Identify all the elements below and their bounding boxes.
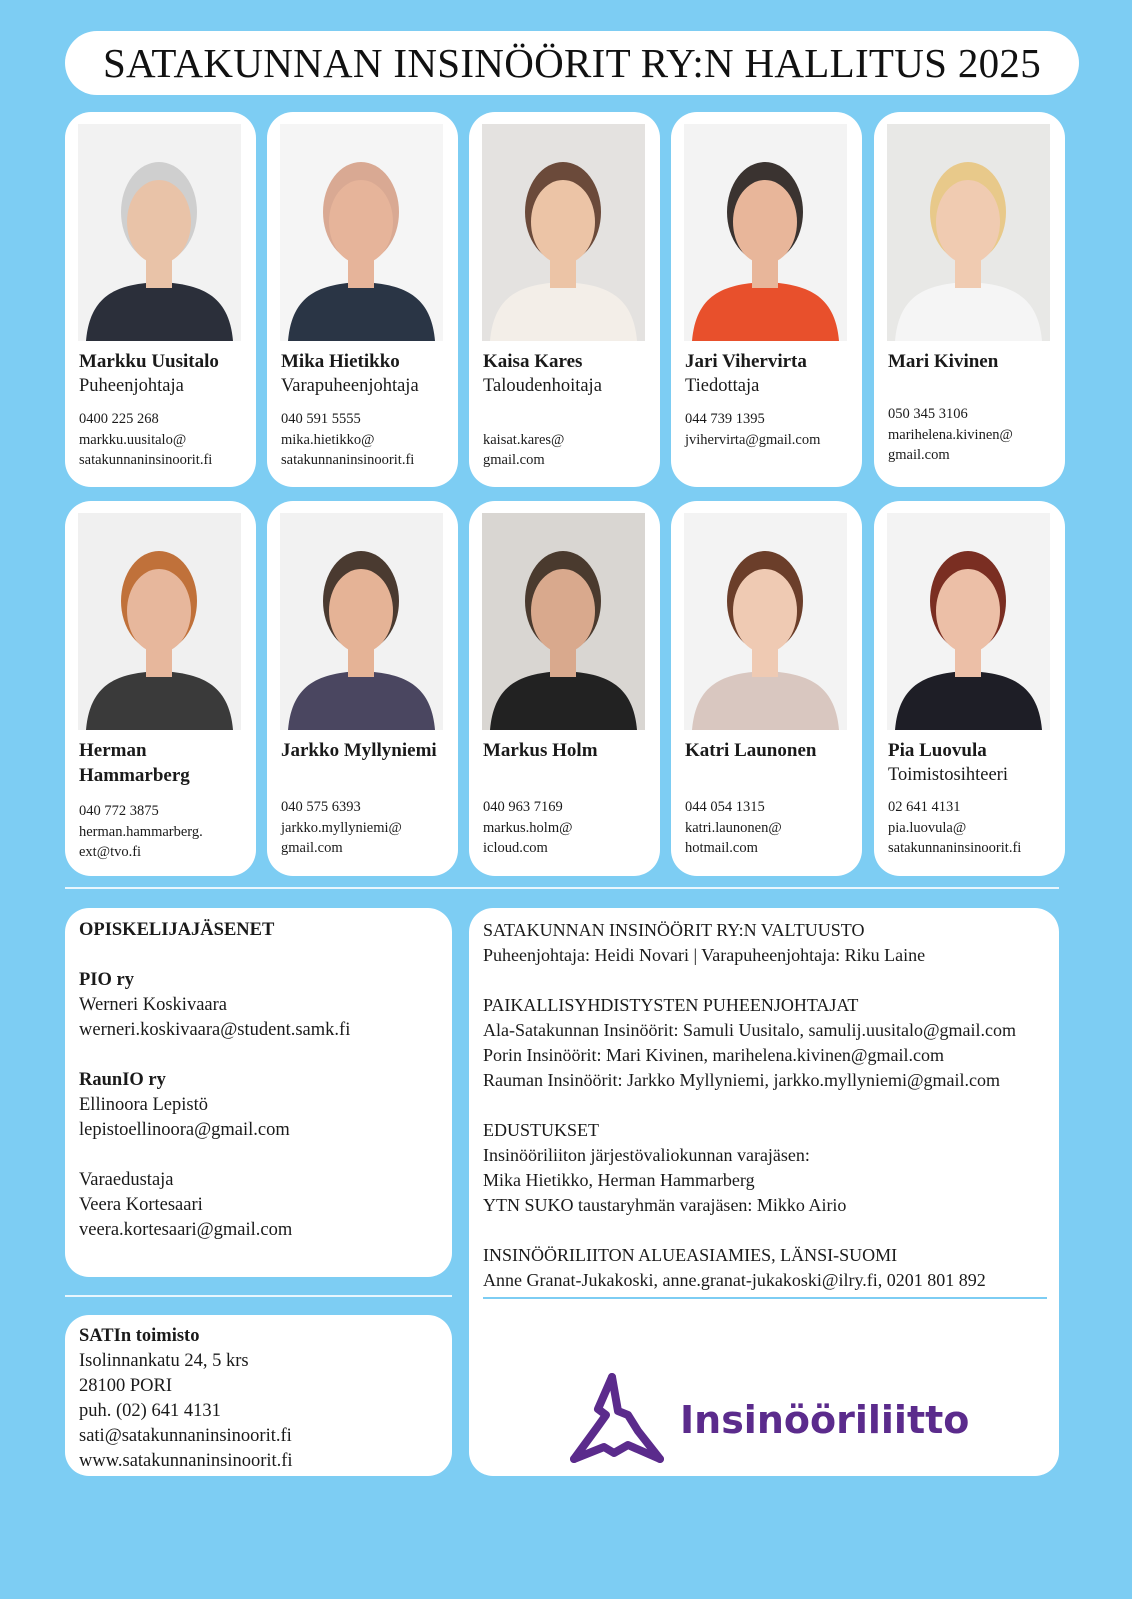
member-email[interactable]: katri.launonen@: [685, 819, 782, 836]
member-photo: [684, 513, 847, 730]
council-heading: SATAKUNNAN INSINÖÖRIT RY:N VALTUUSTO: [483, 920, 865, 940]
member-phone: [483, 409, 659, 430]
member-name: Pia Luovula: [888, 740, 987, 761]
member-phone: 040 772 3875: [79, 803, 159, 819]
member-email[interactable]: gmail.com: [888, 447, 950, 463]
office-phone: puh. (02) 641 4131: [79, 1401, 221, 1421]
member-name: Kaisa Kares: [483, 351, 583, 372]
student-email[interactable]: lepistoellinoora@gmail.com: [79, 1120, 290, 1140]
member-role: Varapuheenjohtaja: [281, 376, 419, 396]
member-email[interactable]: hotmail.com: [685, 840, 758, 856]
board-member-card: [874, 501, 1065, 876]
member-role: Tiedottaja: [685, 376, 760, 396]
board-member-card: [267, 112, 458, 487]
member-contact: [79, 801, 255, 863]
insinooriliitto-logo: [568, 1371, 998, 1465]
member-photo: [887, 124, 1050, 341]
divider: [483, 1297, 1047, 1299]
member-email[interactable]: pia.luovula@: [888, 819, 967, 836]
member-email[interactable]: marihelena.kivinen@: [888, 426, 1013, 443]
member-contact: [888, 797, 1064, 859]
logo-wordmark: Insinööriliitto: [680, 1398, 970, 1442]
member-contact: [281, 797, 457, 859]
member-photo: [482, 124, 645, 341]
member-phone: 040 591 5555: [281, 411, 361, 427]
member-role: Puheenjohtaja: [79, 376, 184, 396]
office-website[interactable]: www.satakunnaninsinoorit.fi: [79, 1451, 293, 1471]
member-contact: [685, 409, 861, 471]
member-phone: 050 345 3106: [888, 406, 968, 422]
board-member-card: [65, 501, 256, 876]
representation-line: Insinööriliiton järjestövaliokunnan varajäsen:: [483, 1145, 810, 1165]
member-email[interactable]: jarkko.myllyniemi@: [281, 819, 402, 836]
member-email[interactable]: [685, 450, 861, 471]
local-chair-line: Porin Insinöörit: Mari Kivinen, marihelena.kivinen@gmail.com: [483, 1045, 944, 1065]
regional-heading: INSINÖÖRILIITON ALUEASIAMIES, LÄNSI-SUOMI: [483, 1245, 898, 1265]
member-contact: [483, 409, 659, 471]
member-phone: 044 054 1315: [685, 799, 765, 815]
council-line: Puheenjohtaja: Heidi Novari | Varapuheenjohtaja: Riku Laine: [483, 945, 926, 965]
member-contact: [483, 797, 659, 859]
page-title: SATAKUNNAN INSINÖÖRIT RY:N HALLITUS 2025: [65, 31, 1079, 95]
student-org: Varaedustaja: [79, 1170, 174, 1190]
divider: [65, 887, 1059, 889]
student-email[interactable]: werneri.koskivaara@student.samk.fi: [79, 1020, 351, 1040]
board-member-card: [267, 501, 458, 876]
member-phone: 0400 225 268: [79, 411, 159, 427]
member-email[interactable]: satakunnaninsinoorit.fi: [281, 452, 415, 468]
local-chair-line: Rauman Insinöörit: Jarkko Myllyniemi, jarkko.myllyniemi@gmail.com: [483, 1070, 1001, 1090]
member-email[interactable]: icloud.com: [483, 840, 548, 856]
member-email[interactable]: ext@tvo.fi: [79, 844, 142, 860]
member-photo: [280, 124, 443, 341]
member-name: Mika Hietikko: [281, 351, 400, 372]
member-name: Katri Launonen: [685, 740, 817, 761]
local-chairs-heading: PAIKALLISYHDISTYSTEN PUHEENJOHTAJAT: [483, 995, 859, 1015]
student-email[interactable]: veera.kortesaari@gmail.com: [79, 1220, 293, 1240]
student-person: Ellinoora Lepistö: [79, 1095, 208, 1115]
board-member-card: [671, 112, 862, 487]
member-name: Jari Vihervirta: [685, 351, 807, 372]
logo-mark-icon: [568, 1371, 998, 1465]
representations-heading: EDUSTUKSET: [483, 1120, 599, 1140]
member-contact: [685, 797, 861, 859]
students-heading: OPISKELIJAJÄSENET: [79, 920, 275, 940]
member-photo: [482, 513, 645, 730]
member-name: Markus Holm: [483, 740, 598, 761]
member-email[interactable]: kaisat.kares@: [483, 431, 565, 448]
office-email[interactable]: sati@satakunnaninsinoorit.fi: [79, 1426, 292, 1446]
member-photo: [280, 513, 443, 730]
member-email[interactable]: jvihervirta@gmail.com: [685, 431, 821, 448]
board-member-card: [671, 501, 862, 876]
member-photo: [887, 513, 1050, 730]
representation-line: YTN SUKO taustaryhmän varajäsen: Mikko Airio: [483, 1195, 847, 1215]
member-email[interactable]: herman.hammarberg.: [79, 823, 203, 840]
student-person: Werneri Koskivaara: [79, 995, 227, 1015]
member-role: Taloudenhoitaja: [483, 376, 602, 396]
student-org: PIO ry: [79, 970, 134, 990]
student-org: RaunIO ry: [79, 1070, 166, 1090]
office-box: [65, 1315, 452, 1476]
member-photo: [78, 513, 241, 730]
member-contact: [888, 404, 1064, 466]
board-member-card: [469, 501, 660, 876]
member-name: Mari Kivinen: [888, 351, 999, 372]
member-email[interactable]: gmail.com: [483, 452, 545, 468]
member-photo: [684, 124, 847, 341]
office-heading: SATIn toimisto: [79, 1326, 200, 1346]
member-email[interactable]: mika.hietikko@: [281, 431, 375, 448]
member-email[interactable]: gmail.com: [281, 840, 343, 856]
member-photo: [78, 124, 241, 341]
member-phone: 040 963 7169: [483, 799, 563, 815]
member-phone: 040 575 6393: [281, 799, 361, 815]
office-address: Isolinnankatu 24, 5 krs: [79, 1351, 249, 1371]
student-person: Veera Kortesaari: [79, 1195, 203, 1215]
students-box: [65, 908, 452, 1277]
board-member-card: [469, 112, 660, 487]
member-email[interactable]: markku.uusitalo@: [79, 431, 187, 448]
board-member-card: [874, 112, 1065, 487]
board-member-card: [65, 112, 256, 487]
member-name: Markku Uusitalo: [79, 351, 219, 372]
member-phone: 02 641 4131: [888, 799, 961, 815]
member-role: Toimistosihteeri: [888, 765, 1008, 785]
member-email[interactable]: satakunnaninsinoorit.fi: [79, 452, 213, 468]
member-phone: 044 739 1395: [685, 411, 765, 427]
regional-line: Anne Granat-Jukakoski, anne.granat-jukakoski@ilry.fi, 0201 801 892: [483, 1270, 986, 1290]
office-postal: 28100 PORI: [79, 1376, 173, 1396]
local-chair-line: Ala-Satakunnan Insinöörit: Samuli Uusitalo, samulij.uusitalo@gmail.com: [483, 1020, 1017, 1040]
representation-line: Mika Hietikko, Herman Hammarberg: [483, 1170, 755, 1190]
member-name: Jarkko Myllyniemi: [281, 740, 437, 761]
divider: [65, 1295, 452, 1297]
member-contact: [79, 409, 255, 471]
member-contact: [281, 409, 457, 471]
member-name: Herman Hammarberg: [79, 740, 190, 786]
member-email[interactable]: markus.holm@: [483, 819, 573, 836]
member-email[interactable]: satakunnaninsinoorit.fi: [888, 840, 1022, 856]
